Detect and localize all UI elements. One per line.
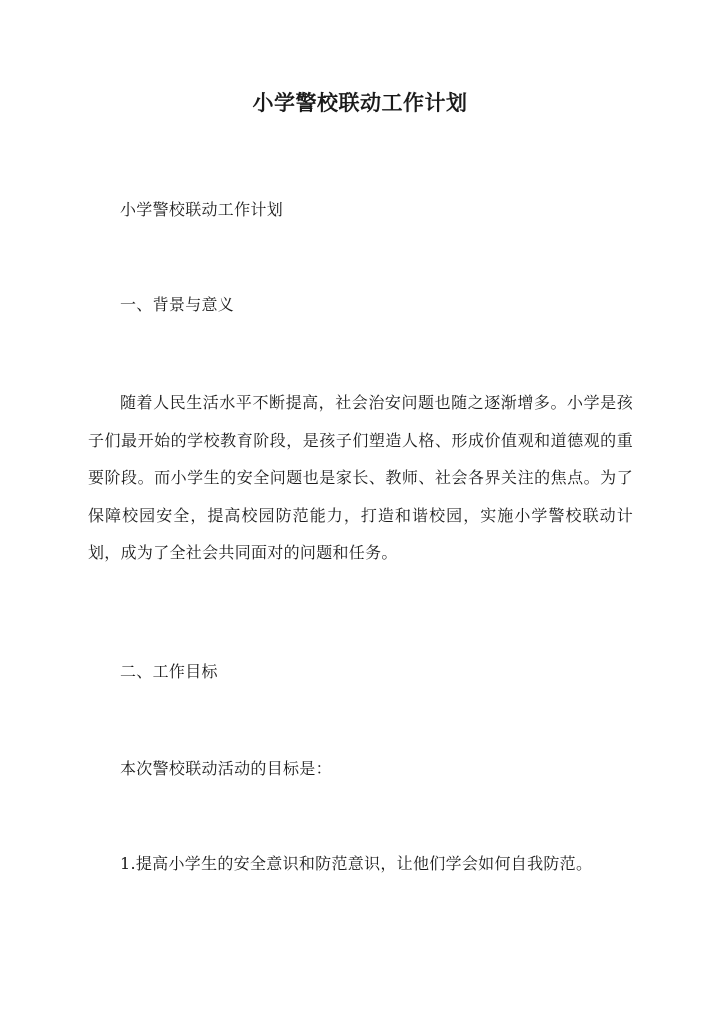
goal-item-1: 1.提高小学生的安全意识和防范意识，让他们学会如何自我防范。 [120, 854, 593, 873]
document-title: 小学警校联动工作计划 [252, 90, 468, 115]
section-heading-background: 一、背景与意义 [120, 295, 235, 314]
section-heading-goals: 二、工作目标 [120, 662, 218, 681]
document-subtitle: 小学警校联动工作计划 [120, 200, 284, 219]
goals-intro-text: 本次警校联动活动的目标是： [120, 759, 332, 778]
section-paragraph-background: 随着人民生活水平不断提高，社会治安问题也随之逐渐增多。小学是孩子们最开始的学校教育阶段，是孩子们塑造人格、形成价值观和道德观的重要阶段。而小学生的安全问题也是家长、教师、社会各界关注的焦点。为了保障校园安全，提高校园防范能力，打造和谐校园，实施小学警校联动计划，成为了全社会共同面对的问题和任务。 [88, 393, 633, 562]
